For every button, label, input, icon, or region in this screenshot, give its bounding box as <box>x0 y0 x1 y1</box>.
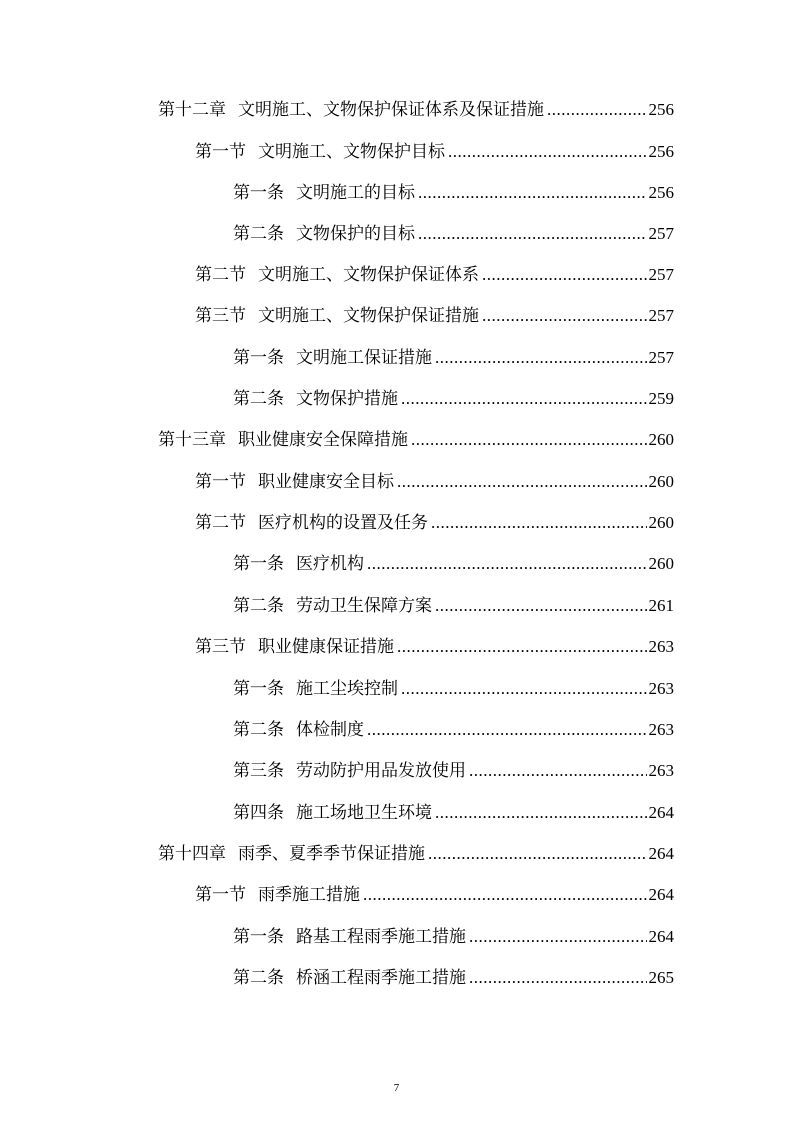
page-number: 7 <box>393 1082 400 1094</box>
toc-entry-section[interactable] <box>195 512 674 534</box>
toc-entry-page: 263 <box>648 720 674 739</box>
toc-entry-number: 第三条 <box>233 761 284 781</box>
toc-entry-number: 第一节 <box>195 142 246 162</box>
toc-entry-title: 桥涵工程雨季施工措施 <box>296 968 466 988</box>
toc-entry-page: 265 <box>648 968 674 987</box>
dot-leader <box>547 99 647 121</box>
toc-entry-title: 文物保护措施 <box>296 389 398 409</box>
toc-entry-number: 第二条 <box>233 389 284 409</box>
toc-entry-page: 264 <box>648 803 674 822</box>
toc-entry-article[interactable] <box>233 678 674 700</box>
dot-leader <box>367 719 647 741</box>
toc-entry-section[interactable] <box>195 305 674 327</box>
toc-entry-page: 263 <box>648 679 674 698</box>
toc-entry-page: 264 <box>648 885 674 904</box>
dot-leader <box>418 223 647 245</box>
toc-entry-section[interactable] <box>195 264 674 286</box>
toc-entry-article[interactable] <box>233 802 674 824</box>
dot-leader <box>469 760 647 782</box>
toc-entry-number: 第二条 <box>233 968 284 988</box>
toc-entry-title: 医疗机构 <box>296 554 364 574</box>
toc-entry-title: 文明施工的目标 <box>296 183 415 203</box>
dot-leader <box>482 264 647 286</box>
toc-entry-section[interactable] <box>195 471 674 493</box>
toc-entry-title: 职业健康安全保障措施 <box>238 430 408 450</box>
toc-entry-page: 263 <box>648 637 674 656</box>
dot-leader <box>397 471 647 493</box>
toc-entry-article[interactable] <box>233 182 674 204</box>
toc-entry-section[interactable] <box>195 636 674 658</box>
dot-leader <box>401 678 647 700</box>
toc-entry-page: 256 <box>648 100 674 119</box>
toc-entry-title: 文明施工、文物保护保证措施 <box>258 306 479 326</box>
dot-leader <box>435 595 647 617</box>
toc-entry-page: 260 <box>648 513 674 532</box>
toc-entry-number: 第一条 <box>233 348 284 368</box>
toc-entry-number: 第二条 <box>233 224 284 244</box>
toc-entry-number: 第三节 <box>195 306 246 326</box>
dot-leader <box>435 802 647 824</box>
toc-entry-number: 第二节 <box>195 513 246 533</box>
toc-entry-title: 施工尘埃控制 <box>296 679 398 699</box>
toc-entry-title: 职业健康保证措施 <box>258 637 394 657</box>
dot-leader <box>448 141 647 163</box>
toc-entry-title: 雨季施工措施 <box>258 885 360 905</box>
toc-entry-number: 第二条 <box>233 720 284 740</box>
toc-entry-page: 263 <box>648 761 674 780</box>
toc-entry-chapter[interactable] <box>158 429 674 451</box>
toc-entry-number: 第一条 <box>233 183 284 203</box>
toc-entry-page: 257 <box>648 306 674 325</box>
toc-entry-title: 雨季、夏季季节保证措施 <box>238 844 425 864</box>
toc-entry-title: 文明施工、文物保护目标 <box>258 142 445 162</box>
toc-entry-number: 第十二章 <box>158 100 226 120</box>
toc-entry-article[interactable] <box>233 719 674 741</box>
toc-entry-page: 260 <box>648 430 674 449</box>
toc-entry-article[interactable] <box>233 223 674 245</box>
toc-entry-number: 第二节 <box>195 265 246 285</box>
toc-entry-article[interactable] <box>233 388 674 410</box>
toc-entry-article[interactable] <box>233 760 674 782</box>
toc-entry-title: 文明施工保证措施 <box>296 348 432 368</box>
toc-entry-page: 264 <box>648 927 674 946</box>
toc-entry-page: 256 <box>648 142 674 161</box>
toc-entry-title: 劳动防护用品发放使用 <box>296 761 466 781</box>
toc-entry-number: 第一条 <box>233 927 284 947</box>
toc-entry-page: 257 <box>648 265 674 284</box>
dot-leader <box>469 967 647 989</box>
toc-entry-article[interactable] <box>233 553 674 575</box>
toc-entry-article[interactable] <box>233 347 674 369</box>
toc-entry-title: 劳动卫生保障方案 <box>296 596 432 616</box>
toc-entry-title: 施工场地卫生环境 <box>296 803 432 823</box>
toc-entry-section[interactable] <box>195 141 674 163</box>
toc-entry-number: 第十四章 <box>158 844 226 864</box>
toc-entry-page: 259 <box>648 389 674 408</box>
toc-entry-number: 第一条 <box>233 554 284 574</box>
toc-entry-article[interactable] <box>233 926 674 948</box>
toc-entry-number: 第一节 <box>195 885 246 905</box>
toc-entry-article[interactable] <box>233 595 674 617</box>
toc-entry-number: 第三节 <box>195 637 246 657</box>
toc-entry-article[interactable] <box>233 967 674 989</box>
toc-entry-title: 文明施工、文物保护保证体系 <box>258 265 479 285</box>
toc-entry-page: 256 <box>648 183 674 202</box>
dot-leader <box>367 553 647 575</box>
toc-entry-page: 261 <box>648 596 674 615</box>
dot-leader <box>482 305 647 327</box>
dot-leader <box>411 429 647 451</box>
toc-entry-title: 路基工程雨季施工措施 <box>296 927 466 947</box>
toc-entry-title: 文明施工、文物保护保证体系及保证措施 <box>238 100 544 120</box>
toc-entry-section[interactable] <box>195 884 674 906</box>
toc-entry-title: 医疗机构的设置及任务 <box>258 513 428 533</box>
toc-entry-number: 第四条 <box>233 803 284 823</box>
toc-entry-chapter[interactable] <box>158 843 674 865</box>
toc-entry-page: 264 <box>648 844 674 863</box>
dot-leader <box>397 636 647 658</box>
toc-entry-page: 257 <box>648 224 674 243</box>
toc-entry-number: 第十三章 <box>158 430 226 450</box>
dot-leader <box>435 347 647 369</box>
dot-leader <box>469 926 647 948</box>
toc-entry-title: 职业健康安全目标 <box>258 472 394 492</box>
dot-leader <box>401 388 647 410</box>
dot-leader <box>363 884 647 906</box>
toc-entry-title: 体检制度 <box>296 720 364 740</box>
dot-leader <box>418 182 647 204</box>
toc-entry-page: 257 <box>648 348 674 367</box>
toc-entry-number: 第一节 <box>195 472 246 492</box>
toc-entry-chapter[interactable] <box>158 99 674 121</box>
dot-leader <box>428 843 647 865</box>
toc-entry-number: 第二条 <box>233 596 284 616</box>
toc-entry-title: 文物保护的目标 <box>296 224 415 244</box>
toc-entry-number: 第一条 <box>233 679 284 699</box>
toc-entry-page: 260 <box>648 472 674 491</box>
toc-entry-page: 260 <box>648 554 674 573</box>
dot-leader <box>431 512 647 534</box>
